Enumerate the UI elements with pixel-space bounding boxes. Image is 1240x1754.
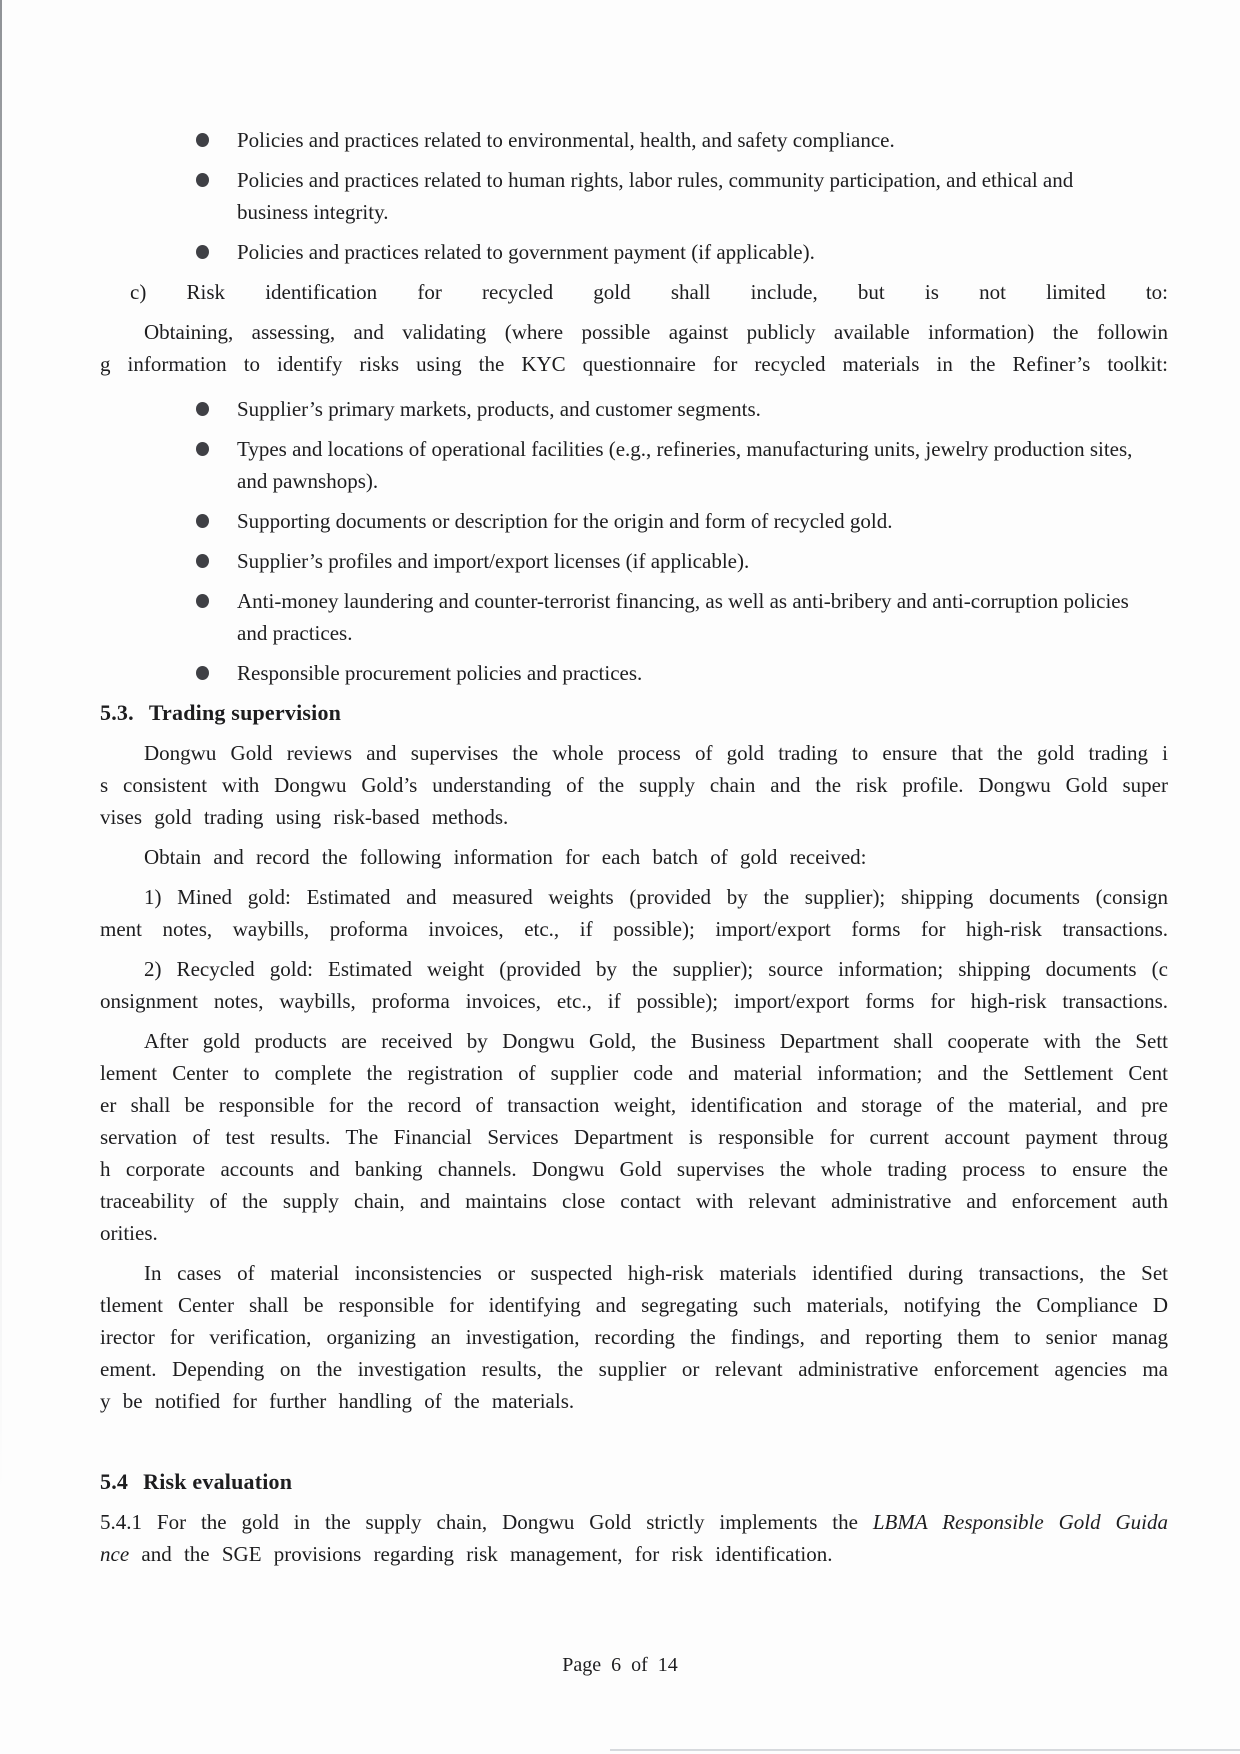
text-line: 1) Mined gold: Estimated and measured weights (provided by the supplier); shipping documents (consign (144, 885, 1168, 909)
text-line: ment notes, waybills, proforma invoices, etc., if possible); import/export forms for high-risk transactions. (100, 917, 1168, 941)
text-line: and practices. (237, 621, 353, 645)
page-footer (0, 1650, 1240, 1680)
section-title: Risk evaluation (143, 1469, 293, 1494)
text-line: ement. Depending on the investigation results, the supplier or relevant administrative enforcement agencies ma (100, 1357, 1168, 1381)
paragraph-obtaining (100, 316, 1168, 380)
bullet-item (100, 505, 1168, 537)
bullet-text (209, 164, 1073, 228)
bullet-text (209, 433, 1132, 497)
paragraph-trading-supervision (100, 737, 1168, 833)
bullet-text (209, 657, 642, 689)
text-segment: and the SGE provisions regarding risk management, for risk identification. (141, 1542, 833, 1566)
bullet-icon (196, 514, 209, 528)
text-line: orities. (100, 1221, 158, 1245)
scan-edge-artifact-left (0, 0, 2, 1754)
bullet-item (100, 657, 1168, 689)
text-line: lement Center to complete the registration of supplier code and material information; and the Settlement Cent (100, 1061, 1168, 1085)
text-line: vises gold trading using risk-based methods. (100, 805, 509, 829)
text-line: and pawnshops). (237, 469, 379, 493)
text-segment-italic: nce (100, 1542, 130, 1566)
bullet-icon (196, 442, 209, 456)
bullet-text (209, 545, 749, 577)
text-line: er shall be responsible for the record of transaction weight, identification and storage of the material, and pre (100, 1093, 1168, 1117)
text-line: h corporate accounts and banking channels. Dongwu Gold supervises the whole trading process to ensure the (100, 1157, 1168, 1181)
text-segment: 5.4.1 For the gold in the supply chain, Dongwu Gold strictly implements the (100, 1510, 858, 1534)
scan-edge-artifact-bottom (610, 1749, 1240, 1751)
text-line: Policies and practices related to environmental, health, and safety compliance. (237, 128, 895, 152)
bullet-text (209, 393, 761, 425)
text-line: Supplier’s profiles and import/export licenses (if applicable). (237, 549, 750, 573)
paragraph-mined-gold (100, 881, 1168, 945)
text-line: g information to identify risks using the KYC questionnaire for recycled materials in the Refiner’s toolkit: (100, 352, 1168, 376)
paragraph-recycled-gold (100, 953, 1168, 1017)
text-line: Types and locations of operational facilities (e.g., refineries, manufacturing units, jewelry production sites, (237, 437, 1133, 461)
bullet-item (100, 164, 1168, 228)
clause-c (100, 276, 1168, 308)
text-line: irector for verification, organizing an investigation, recording the findings, and reporting them to senior manag (100, 1325, 1168, 1349)
bullet-list-policies (100, 124, 1168, 268)
page-content (100, 124, 1168, 1578)
text-line: Obtaining, assessing, and validating (where possible against publicly available information) the followin (144, 320, 1168, 344)
text-line: y be notified for further handling of the materials. (100, 1389, 575, 1413)
text-line: business integrity. (237, 200, 389, 224)
section-heading-5-3 (100, 697, 1168, 729)
bullet-item (100, 236, 1168, 268)
section-number: 5.3. (100, 700, 134, 725)
text-line: servation of test results. The Financial Services Department is responsible for current account payment throug (100, 1125, 1168, 1149)
bullet-item (100, 393, 1168, 425)
text-line: Anti-money laundering and counter-terrorist financing, as well as anti-bribery and anti-corruption policies (237, 589, 1129, 613)
bullet-text (209, 124, 895, 156)
section-heading-5-4 (100, 1466, 1168, 1498)
text-line: Policies and practices related to human rights, labor rules, community participation, and ethical and (237, 168, 1074, 192)
text-line: After gold products are received by Dongwu Gold, the Business Department shall cooperate with the Sett (144, 1029, 1168, 1053)
page-number: Page 6 of 14 (562, 1654, 678, 1676)
bullet-icon (196, 554, 209, 568)
bullet-icon (196, 666, 209, 680)
paragraph-after-receipt (100, 1025, 1168, 1249)
section-number: 5.4 (100, 1469, 129, 1494)
bullet-item (100, 545, 1168, 577)
bullet-icon (196, 245, 209, 259)
text-line: Obtain and record the following information for each batch of gold received: (144, 845, 867, 869)
text-line: traceability of the supply chain, and maintains close contact with relevant administrative and enforcement auth (100, 1189, 1168, 1213)
bullet-item (100, 433, 1168, 497)
text-line: onsignment notes, waybills, proforma invoices, etc., if possible); import/export forms for high-risk transactions. (100, 989, 1168, 1013)
text-line: s consistent with Dongwu Gold’s understanding of the supply chain and the risk profile. Dongwu Gold super (100, 773, 1168, 797)
paragraph-inconsistencies (100, 1257, 1168, 1417)
text-line: Supporting documents or description for the origin and form of recycled gold. (237, 509, 893, 533)
text-line (100, 1506, 1168, 1538)
bullet-icon (196, 594, 209, 608)
text-line: 2) Recycled gold: Estimated weight (provided by the supplier); source information; shipping documents (c (144, 957, 1168, 981)
paragraph-obtain-record (100, 841, 1168, 873)
text-line: tlement Center shall be responsible for identifying and segregating such materials, notifying the Compliance D (100, 1293, 1168, 1317)
text-line: In cases of material inconsistencies or suspected high-risk materials identified during transactions, the Set (144, 1261, 1168, 1285)
bullet-text (209, 585, 1129, 649)
text-segment-italic: LBMA Responsible Gold Guida (872, 1510, 1169, 1534)
text-line: Supplier’s primary markets, products, and customer segments. (237, 397, 761, 421)
bullet-text (209, 505, 893, 537)
bullet-icon (196, 173, 209, 187)
bullet-item (100, 585, 1168, 649)
text-line: Dongwu Gold reviews and supervises the whole process of gold trading to ensure that the gold trading i (144, 741, 1168, 765)
text-line: c) Risk identification for recycled gold shall include, but is not limited to: (130, 280, 1168, 304)
text-line: Responsible procurement policies and practices. (237, 661, 643, 685)
bullet-icon (196, 402, 209, 416)
bullet-text (209, 236, 815, 268)
section-title: Trading supervision (148, 700, 342, 725)
bullet-list-kyc (100, 393, 1168, 689)
text-line (100, 1538, 1168, 1570)
bullet-icon (196, 133, 209, 147)
paragraph-5-4-1 (100, 1506, 1168, 1570)
bullet-item (100, 124, 1168, 156)
text-line: Policies and practices related to government payment (if applicable). (237, 240, 815, 264)
